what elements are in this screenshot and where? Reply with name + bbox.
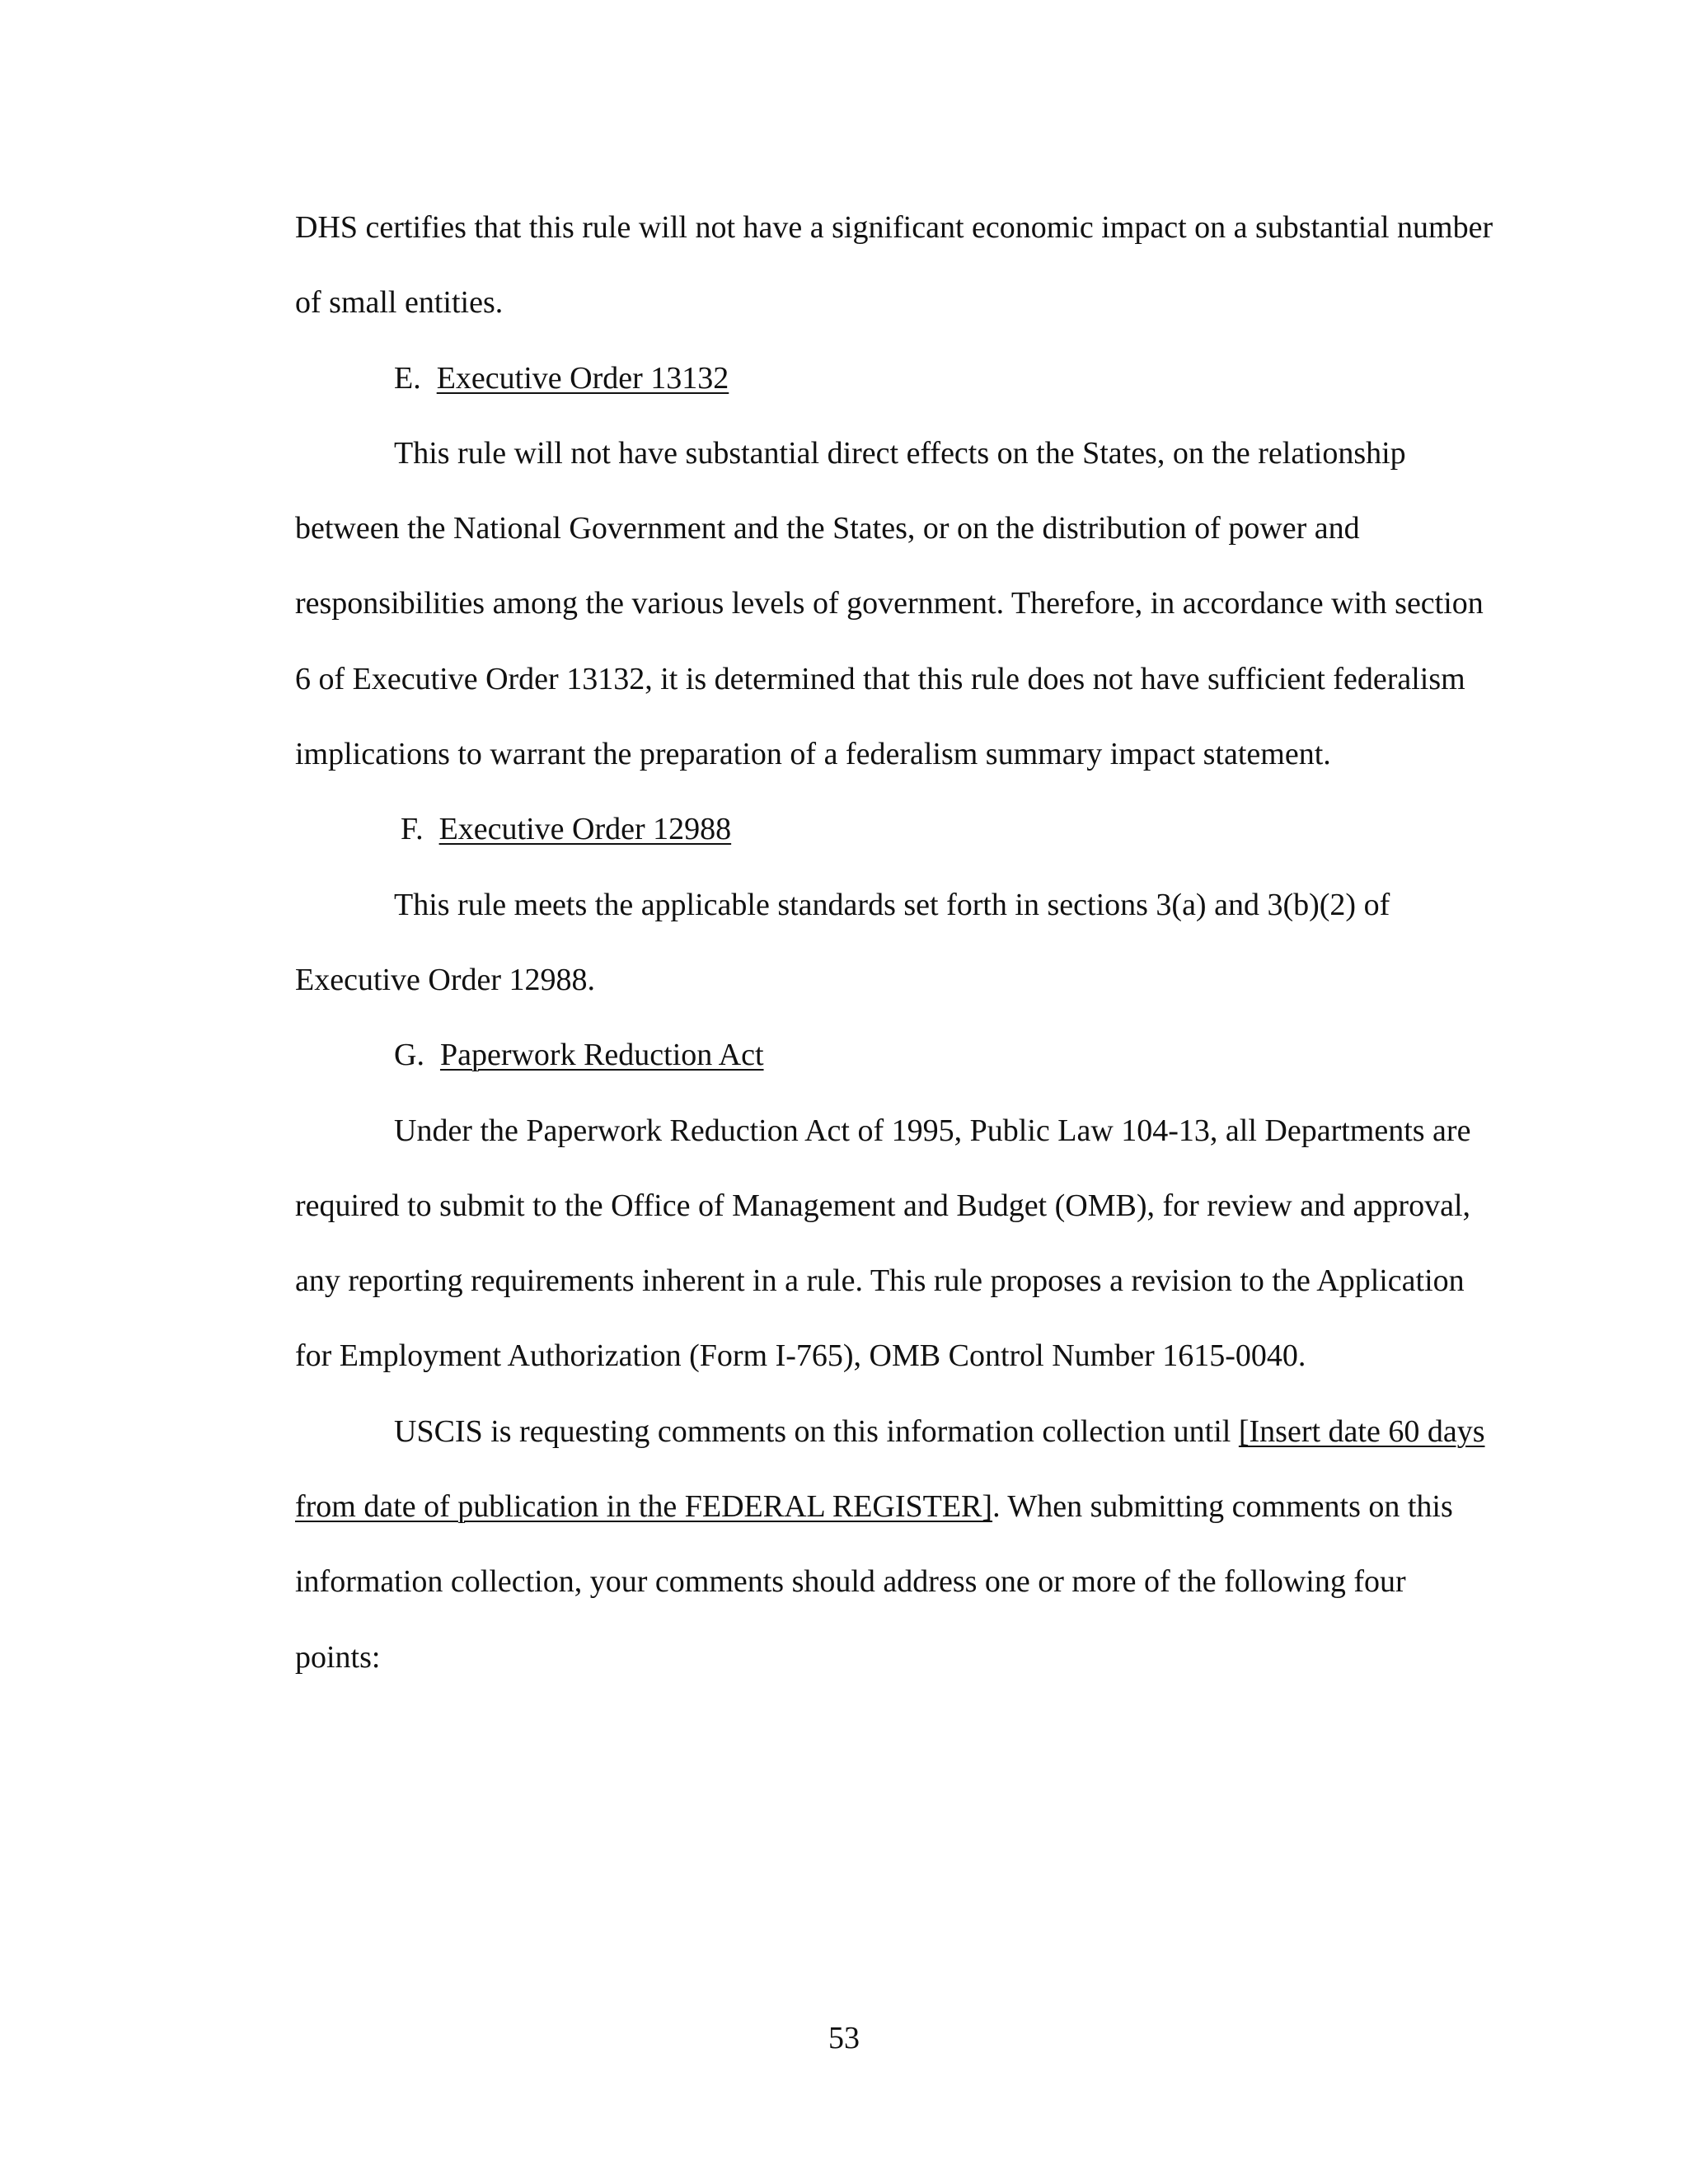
section-letter-g: G.	[394, 1038, 424, 1073]
comments-text-before: USCIS is requesting comments on this information collection until	[394, 1413, 1239, 1449]
insert-date-placeholder: [Insert date 60 days from date of publication in the FEDERAL REGISTER]	[295, 1413, 1485, 1525]
paragraph-paperwork: Under the Paperwork Reduction Act of 1995, Public Law 104-13, all Departments are required to submit to the Office of Management and Budget (OMB), for review and approval, any reporting requirements inherent in a rule. This rule proposes a revision to the Application for Employment Authorization (Form I-765), OMB Control Number 1615-0040.	[295, 1113, 1471, 1374]
paragraph-small-entities: DHS certifies that this rule will not have a significant economic impact on a substantial number of small entities.	[295, 210, 1493, 321]
comments-text-after: . When submitting comments on this information collection, your comments should address one or more of the following four points:	[295, 1489, 1453, 1675]
section-title-executive-order-12988: Executive Order 12988	[438, 812, 732, 847]
page-body	[295, 190, 1498, 1695]
paragraph-civil-justice: This rule meets the applicable standards set forth in sections 3(a) and 3(b)(2) of Executive Order 12988.	[295, 887, 1390, 997]
section-heading-e	[394, 341, 1498, 416]
section-title-paperwork-reduction-act: Paperwork Reduction Act	[439, 1038, 764, 1073]
section-heading-g	[394, 1018, 1498, 1093]
section-title-executive-order-13132: Executive Order 13132	[436, 360, 729, 396]
paragraph-federalism: This rule will not have substantial direct effects on the States, on the relationship between the National Government and the States, or on the distribution of power and responsibilities among the various levels of government. Therefore, in accordance with section 6 of Executive Order 13132, it is determined that this rule does not have sufficient federalism implications to warrant the preparation of a federalism summary impact statement.	[295, 435, 1484, 772]
section-letter-f: F.	[401, 812, 424, 847]
section-heading-f	[401, 792, 1498, 867]
paragraph-comments-request	[295, 1394, 1498, 1695]
section-letter-e: E.	[394, 360, 421, 396]
page-number: 53	[828, 2021, 860, 2055]
